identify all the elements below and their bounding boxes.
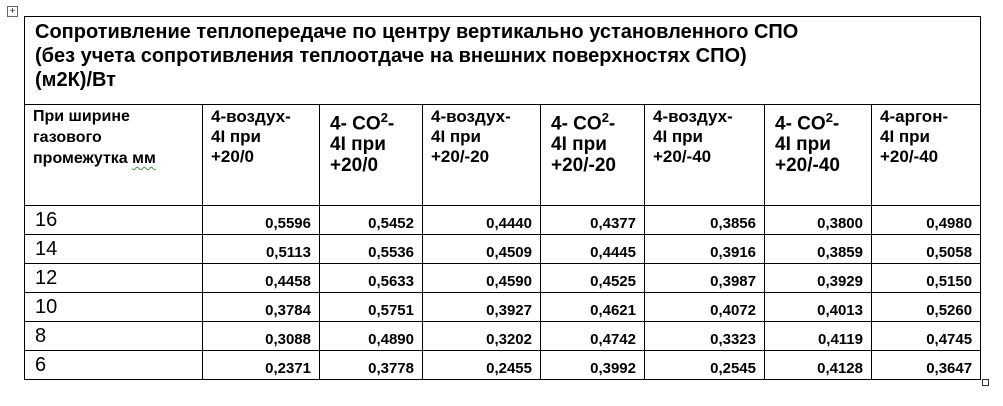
table-cell-value: 0,4458	[203, 264, 320, 293]
table-cell-value: 0,4128	[765, 351, 872, 380]
table-cell-value: 0,3088	[203, 322, 320, 351]
table-cell-value: 0,5260	[872, 293, 981, 322]
header-unit: мм	[132, 150, 156, 167]
table-row	[25, 351, 981, 380]
table-cell-value: 0,4621	[541, 293, 645, 322]
table-cell-value: 0,4525	[541, 264, 645, 293]
table-cell-value: 0,5452	[320, 206, 423, 235]
table-cell-value: 0,4440	[423, 206, 541, 235]
table-cell-value: 0,4445	[541, 235, 645, 264]
table-cell-value: 0,5633	[320, 264, 423, 293]
table-cell-value: 0,2371	[203, 351, 320, 380]
header-col-label: 4-воздух- 4I при +20/-40	[653, 107, 733, 166]
header-condition: - 4I при +20/-20	[551, 113, 616, 177]
row-gap-width: 8	[25, 322, 203, 351]
table-cell-value: 0,5058	[872, 235, 981, 264]
header-gas-formula: 4- CO	[330, 113, 381, 135]
header-col-6	[765, 105, 872, 206]
header-col-label	[765, 105, 871, 176]
header-condition: - 4I при +20/0	[330, 113, 395, 177]
header-gap-width-label: При ширине газового промежутка	[33, 108, 130, 167]
row-gap-width: 6	[25, 351, 203, 380]
table-cell-value: 0,4013	[765, 293, 872, 322]
table-cell-value: 0,4590	[423, 264, 541, 293]
header-gas-formula: 4- CO	[551, 113, 602, 135]
row-gap-width: 10	[25, 293, 203, 322]
table-cell-value: 0,4072	[645, 293, 765, 322]
row-gap-width: 14	[25, 235, 203, 264]
header-col-4	[541, 105, 645, 206]
table-cell-value: 0,3202	[423, 322, 541, 351]
header-col-label: 4-аргон- 4I при +20/-40	[880, 107, 949, 166]
title-line-1: Сопротивление теплопередаче по центру вертикально установленного СПО	[35, 21, 799, 43]
row-gap-width: 12	[25, 264, 203, 293]
table-cell-value: 0,3987	[645, 264, 765, 293]
table-cell-value: 0,3784	[203, 293, 320, 322]
header-col-5	[645, 105, 765, 206]
table-cell-value: 0,3992	[541, 351, 645, 380]
table-cell-value: 0,5596	[203, 206, 320, 235]
table-row	[25, 235, 981, 264]
row-gap-width: 16	[25, 206, 203, 235]
header-gap-width	[25, 105, 203, 206]
header-col-3	[423, 105, 541, 206]
table-row	[25, 206, 981, 235]
table-cell-value: 0,4119	[765, 322, 872, 351]
table-cell-value: 0,4745	[872, 322, 981, 351]
header-subscript: 2	[601, 110, 609, 125]
table-cell-value: 0,2545	[645, 351, 765, 380]
table-cell-value: 0,5113	[203, 235, 320, 264]
table-cell-value: 0,3929	[765, 264, 872, 293]
table-cell-value: 0,3323	[645, 322, 765, 351]
header-col-label: 4-воздух- 4I при +20/-20	[431, 107, 511, 166]
table-row	[25, 293, 981, 322]
table-cell-value: 0,5536	[320, 235, 423, 264]
header-col-2	[320, 105, 423, 206]
header-col-1	[203, 105, 320, 206]
table-cell-value: 0,3778	[320, 351, 423, 380]
header-gas-formula: 4- CO	[775, 113, 826, 135]
table-cell-value: 0,3859	[765, 235, 872, 264]
header-subscript: 2	[825, 110, 833, 125]
table-row	[25, 322, 981, 351]
header-col-label: 4-воздух- 4I при +20/0	[211, 107, 291, 166]
table-cell-value: 0,5751	[320, 293, 423, 322]
table-cell-value: 0,3800	[765, 206, 872, 235]
table-cell-value: 0,4890	[320, 322, 423, 351]
table-cell-value: 0,2455	[423, 351, 541, 380]
table-cell-value: 0,4377	[541, 206, 645, 235]
table-cell-value: 0,4980	[872, 206, 981, 235]
table-cell-value: 0,4509	[423, 235, 541, 264]
resistance-table	[24, 16, 981, 380]
header-col-label	[320, 105, 422, 176]
header-condition: - 4I при +20/-40	[775, 113, 840, 177]
table-cell-value: 0,3927	[423, 293, 541, 322]
table-title	[25, 17, 981, 105]
header-subscript: 2	[380, 110, 388, 125]
table-cell-value: 0,3647	[872, 351, 981, 380]
table-cell-value: 0,4742	[541, 322, 645, 351]
table-cell-value: 0,3856	[645, 206, 765, 235]
header-col-7	[872, 105, 981, 206]
table-resize-handle-icon[interactable]	[982, 379, 989, 386]
header-row	[25, 105, 981, 206]
table-cell-value: 0,3916	[645, 235, 765, 264]
table-move-handle-icon[interactable]: +	[7, 6, 18, 17]
table-cell-value: 0,5150	[872, 264, 981, 293]
title-line-2: (без учета сопротивления теплоотдаче на внешних поверхностях СПО)	[35, 45, 747, 67]
table-row	[25, 264, 981, 293]
header-col-label	[541, 105, 644, 176]
title-line-3: (м2К)/Вт	[35, 69, 116, 91]
